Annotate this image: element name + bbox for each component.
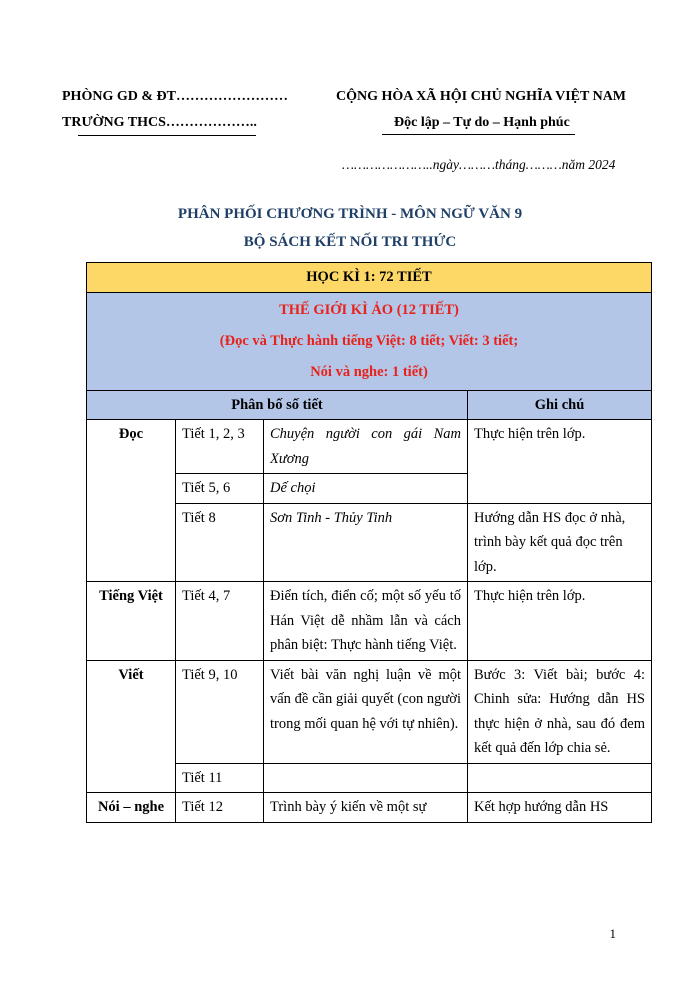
- table-row: [87, 582, 652, 661]
- program-table: [86, 262, 652, 823]
- semester-label: HỌC KÌ 1: 72 TIẾT: [87, 263, 652, 293]
- note-cell: Thực hiện trên lớp.: [468, 582, 652, 661]
- motto-line: Độc lập – Tự do – Hạnh phúc: [394, 115, 570, 130]
- motto-underline: [382, 134, 575, 135]
- table-row: [87, 660, 652, 763]
- table-row: [87, 420, 652, 474]
- table-row: [87, 793, 652, 823]
- school-line: TRƯỜNG THCS………………..: [62, 115, 257, 130]
- category-vietnamese: Tiếng Việt: [87, 582, 176, 661]
- content-cell: Trình bày ý kiến về một sự: [264, 793, 468, 823]
- category-reading: Đọc: [87, 420, 176, 582]
- note-header: Ghi chú: [468, 390, 652, 420]
- period-cell: Tiết 1, 2, 3: [176, 420, 264, 474]
- page-number: 1: [609, 926, 616, 941]
- period-cell: Tiết 12: [176, 793, 264, 823]
- content-cell: Điển tích, điển cố; một số yếu tố Hán Việt dễ nhầm lẫn và cách phân biệt: Thực hành tiếng Việt.: [264, 582, 468, 661]
- document-title: PHÂN PHỐI CHƯƠNG TRÌNH - MÔN NGỮ VĂN 9: [177, 206, 523, 222]
- theme-detail-2: Nói và nghe: 1 tiết): [310, 363, 428, 380]
- semester-row: [87, 263, 652, 293]
- period-cell: Tiết 5, 6: [176, 474, 264, 504]
- category-writing: Viết: [87, 660, 176, 793]
- theme-title: THẾ GIỚI KÌ ẢO (12 TIẾT): [279, 301, 459, 318]
- note-cell: Kết hợp hướng dẫn HS: [468, 793, 652, 823]
- school-underline: [78, 135, 256, 136]
- content-cell: Sơn Tinh - Thủy Tinh: [264, 503, 468, 582]
- distribution-header: Phân bố số tiết: [87, 390, 468, 420]
- note-cell: Hướng dẫn HS đọc ở nhà, trình bày kết quả đọc trên lớp.: [468, 503, 652, 582]
- content-cell: [264, 763, 468, 793]
- theme-detail-1: (Đọc và Thực hành tiếng Việt: 8 tiết; Viết: 3 tiết;: [219, 332, 519, 349]
- note-cell: [468, 763, 652, 793]
- theme-row: [87, 292, 652, 390]
- period-cell: Tiết 9, 10: [176, 660, 264, 763]
- column-header-row: [87, 390, 652, 420]
- note-cell: Thực hiện trên lớp.: [468, 420, 652, 504]
- date-line: …………………..ngày………tháng………năm 2024: [342, 157, 616, 172]
- note-cell: Bước 3: Viết bài; bước 4: Chinh sửa: Hướng dẫn HS thực hiện ở nhà, sau đó đem kết quả đến lớp chia sẻ.: [468, 660, 652, 763]
- theme-cell: [87, 292, 652, 390]
- period-cell: Tiết 4, 7: [176, 582, 264, 661]
- republic-line: CỘNG HÒA XÃ HỘI CHỦ NGHĨA VIỆT NAM: [336, 89, 627, 104]
- period-cell: Tiết 11: [176, 763, 264, 793]
- period-cell: Tiết 8: [176, 503, 264, 582]
- category-speaking: Nói – nghe: [87, 793, 176, 823]
- document-subtitle: BỘ SÁCH KẾT NỐI TRI THỨC: [243, 234, 457, 250]
- content-cell: Dế chọi: [264, 474, 468, 504]
- content-cell: Viết bài văn nghị luận về một vấn đề cần giải quyết (con người trong mối quan hệ với tự nhiên).: [264, 660, 468, 763]
- content-cell: Chuyện người con gái Nam Xương: [264, 420, 468, 474]
- department-line: PHÒNG GD & ĐT……………………: [62, 89, 288, 104]
